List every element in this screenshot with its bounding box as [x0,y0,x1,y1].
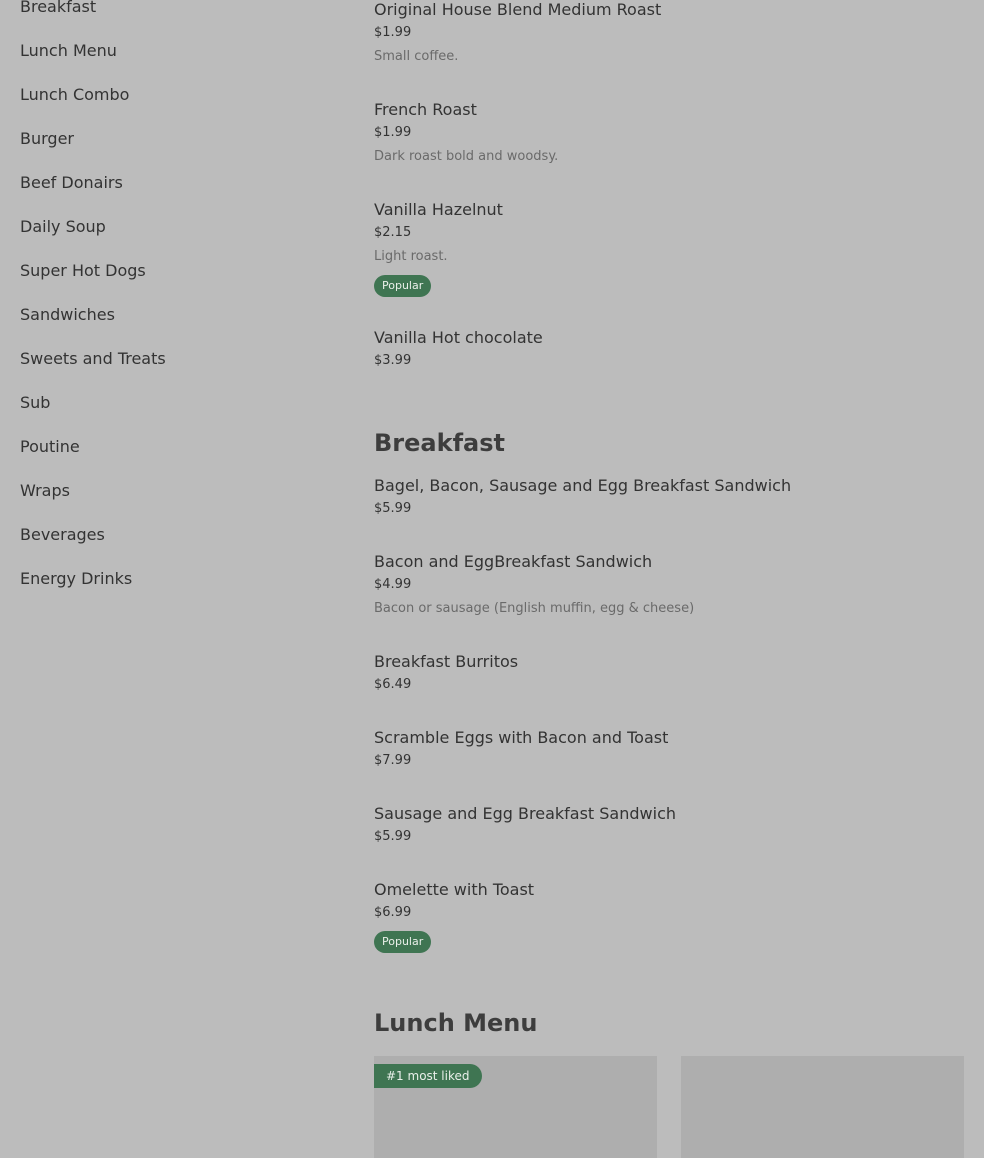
menu-item-price: $5.99 [374,501,412,516]
sidebar-item-lunch-menu[interactable]: Lunch Menu [20,41,117,60]
sidebar-item-lunch-combo[interactable]: Lunch Combo [20,85,130,104]
sidebar-item-breakfast[interactable]: Breakfast [20,0,97,16]
menu-item[interactable] [374,804,964,845]
menu-item-name: Scramble Eggs with Bacon and Toast [374,728,669,747]
menu-item-name: Sausage and Egg Breakfast Sandwich [374,804,676,823]
category-sidebar [20,0,320,601]
menu-item[interactable] [374,552,964,617]
menu-item-price: $1.99 [374,25,412,40]
lunch-menu-card[interactable] [374,1056,657,1158]
menu-item-name: Vanilla Hazelnut [374,200,503,219]
menu-item-name: Omelette with Toast [374,880,535,899]
menu-item[interactable] [374,328,964,369]
sidebar-item-beverages[interactable]: Beverages [20,525,105,544]
menu-item[interactable] [374,476,964,517]
sidebar-item-burger[interactable]: Burger [20,129,74,148]
section-title-breakfast: Breakfast [374,429,505,457]
menu-item[interactable] [374,652,964,693]
lunch-menu-card[interactable] [681,1056,964,1158]
menu-item-price: $2.15 [374,225,412,240]
popular-badge: Popular [374,275,431,297]
section-title-lunch-menu: Lunch Menu [374,1009,538,1037]
menu-item-price: $3.99 [374,353,412,368]
menu-item-name: Bagel, Bacon, Sausage and Egg Breakfast Sandwich [374,476,792,495]
sidebar-item-sandwiches[interactable]: Sandwiches [20,305,115,324]
menu-item[interactable] [374,728,964,769]
sidebar-item-poutine[interactable]: Poutine [20,437,80,456]
menu-item-description: Dark roast bold and woodsy. [374,149,559,164]
menu-item[interactable] [374,880,964,953]
menu-item[interactable] [374,200,964,297]
menu-item-price: $4.99 [374,577,412,592]
menu-item-name: French Roast [374,100,477,119]
menu-item-name: Vanilla Hot chocolate [374,328,543,347]
sidebar-item-beef-donairs[interactable]: Beef Donairs [20,173,123,192]
menu-item-price: $5.99 [374,829,412,844]
sidebar-item-sub[interactable]: Sub [20,393,51,412]
most-liked-badge: #1 most liked [374,1064,482,1088]
menu-item[interactable] [374,0,964,65]
menu-item-description: Bacon or sausage (English muffin, egg & cheese) [374,601,695,616]
sidebar-item-wraps[interactable]: Wraps [20,481,70,500]
menu-item-price: $1.99 [374,125,412,140]
sidebar-item-super-hot-dogs[interactable]: Super Hot Dogs [20,261,146,280]
menu-item-name: Breakfast Burritos [374,652,519,671]
popular-badge: Popular [374,931,431,953]
menu-item-description: Small coffee. [374,49,459,64]
menu-item-name: Bacon and EggBreakfast Sandwich [374,552,653,571]
sidebar-item-energy-drinks[interactable]: Energy Drinks [20,569,133,588]
menu-item-price: $6.99 [374,905,412,920]
menu-item-name: Original House Blend Medium Roast [374,0,662,19]
menu-item-price: $7.99 [374,753,412,768]
sidebar-item-daily-soup[interactable]: Daily Soup [20,217,106,236]
menu-item-price: $6.49 [374,677,412,692]
menu-item-description: Light roast. [374,249,448,264]
menu-item[interactable] [374,100,964,165]
sidebar-item-sweets-and-treats[interactable]: Sweets and Treats [20,349,166,368]
